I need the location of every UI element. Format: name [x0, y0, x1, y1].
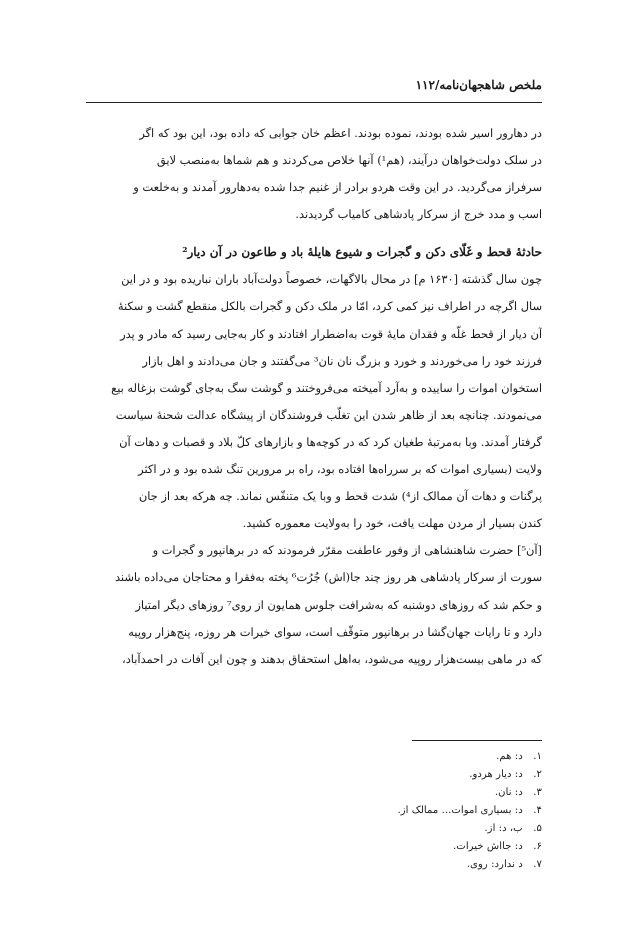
footnote-item: [242, 856, 542, 874]
footnote-item: [242, 748, 542, 766]
footnote-text: د: نان.: [494, 787, 523, 798]
text-line: و حکم شد که روزهای دوشنبه که به‌شرافت جلوس همایون از روی⁷ روزهای دیگر امتیاز: [135, 597, 542, 612]
running-head: ملخص شاهجهان‌نامه/۱۱۲: [415, 78, 542, 92]
paragraph-3: [86, 537, 542, 672]
footnote-item: [242, 838, 542, 856]
text-line: استخوان اموات را ساییده و به‌آرد آمیخته می‌فروختند و گوشت سگ به‌جای گوشت بزغاله بیع: [111, 380, 542, 395]
paragraph-1: [86, 120, 542, 228]
text-line: فرزند خود را می‌خوردند و خورد و بزرگ نان نان³ می‌گفتند و جان می‌دادند و اهل بازار: [142, 353, 542, 368]
footnote-text: د: دیار هردو.: [469, 769, 523, 780]
footnote-text: د: جااش خیرات.: [452, 841, 523, 852]
text-line: که در ماهی بیست‌هزار روپیه می‌شود، به‌اهل استحقاق بدهند و چون این آفات در احمدآباد،: [122, 651, 542, 666]
text-line: می‌نمودند. چنانچه بعد از ظاهر شدن این تغلّب فروشندگان از پیشگاه عدالت شحنهٔ سیاست: [115, 407, 542, 422]
text-line: سال اگرچه در اطراف نیز کمی کرد، امّا در ملک دکن و گجرات بالکل منقطع گشت و سکنهٔ: [117, 299, 542, 314]
footnote-number: ۱.: [533, 751, 542, 762]
text-line: در سلک دولت‌خواهان درآیند، (هم¹) آنها خلاص می‌کردند و هم شماها به‌منصب لایق: [156, 153, 542, 168]
footnote-text: ب، د: از.: [484, 823, 523, 834]
text-line: کندن بسیار از مردن مهلت یافت، خود را به‌ولایت معموره کشید.: [242, 516, 542, 531]
footnotes: [242, 748, 542, 874]
text-line: پرگنات و دهات آن ممالک از⁴) شدت قحط و وبا یک متنفّس نماند. چه هرکه بعد از جان: [138, 489, 542, 504]
text-line: گرفتار آمدند. وبا به‌مرتبهٔ طغیان کرد که در کوچه‌ها و بازارهای کلّ بلاد و قصبات و دهات آن: [119, 434, 542, 449]
footnote-text: د ندارد: روی.: [466, 859, 523, 870]
footnote-item: [242, 802, 542, 820]
footnote-number: ۳.: [533, 787, 542, 798]
footnote-number: ۷.: [533, 859, 542, 870]
footnote-number: ۵.: [533, 823, 542, 834]
text-line: [آن⁵] حضرت شاهنشاهی از وفور عاطفت مقرّر فرمودند که در برهانپور و گجرات و: [152, 543, 542, 558]
section-heading: حادثهٔ قحط و غَلّای دکن و گجرات و شیوع هایلهٔ باد و طاعون در آن دیار²: [182, 245, 542, 260]
text-line: در دهارور اسیر شده بودند، نموده بودند. اعظم خان جوابی که داده بود، این بود که اگر: [139, 126, 542, 140]
paragraph-2: [86, 266, 542, 537]
footnote-item: [242, 766, 542, 784]
text-line: سورت از سرکار پادشاهی هر روز چند جا(اش) جُرُت⁶ پخته به‌فقرا و محتاجان می‌داده باشند: [114, 570, 542, 585]
text-line: آن دیار از قحط غلّه و فقدان مایهٔ قوت به‌اضطرار افتادند و کار به‌جایی رسید که مادر و پدر: [120, 326, 542, 341]
text-line: سرفراز می‌گردید. در این وقت هردو برادر از غنیم جدا شده به‌دهارور آمدند و به‌خلعت و: [133, 180, 542, 195]
footnote-text: د: بسیاری اموات... ممالک از.: [397, 805, 523, 816]
footnote-text: د: هم.: [496, 751, 523, 762]
footnote-item: [242, 784, 542, 802]
text-line: چون سال گذشته [۱۶۳۰ م] در محال بالاگهات، خصوصاً دولت‌آباد باران نباریده بود و در این: [121, 272, 542, 287]
footnote-rule: [412, 740, 542, 741]
text-line: اسب و مدد خرج از سرکار پادشاهی کامیاب گردیدند.: [295, 207, 542, 222]
text-line: ولایت (بسیاری اموات که بر سرراه‌ها افتاده بود، راه بر مرورین تنگ شده بود و در اکثر: [138, 462, 542, 477]
header-rule: [86, 102, 542, 103]
footnote-number: ۶.: [533, 841, 542, 852]
text-line: دارد و تا رایات جهان‌گشا در برهانپور متوقّف است، سوای خیرات هر روزه، پنج‌هزار روپیه: [128, 624, 542, 639]
body-text: [86, 120, 542, 673]
footnote-number: ۲.: [533, 769, 542, 780]
footnote-number: ۴.: [533, 805, 542, 816]
footnote-item: [242, 820, 542, 838]
